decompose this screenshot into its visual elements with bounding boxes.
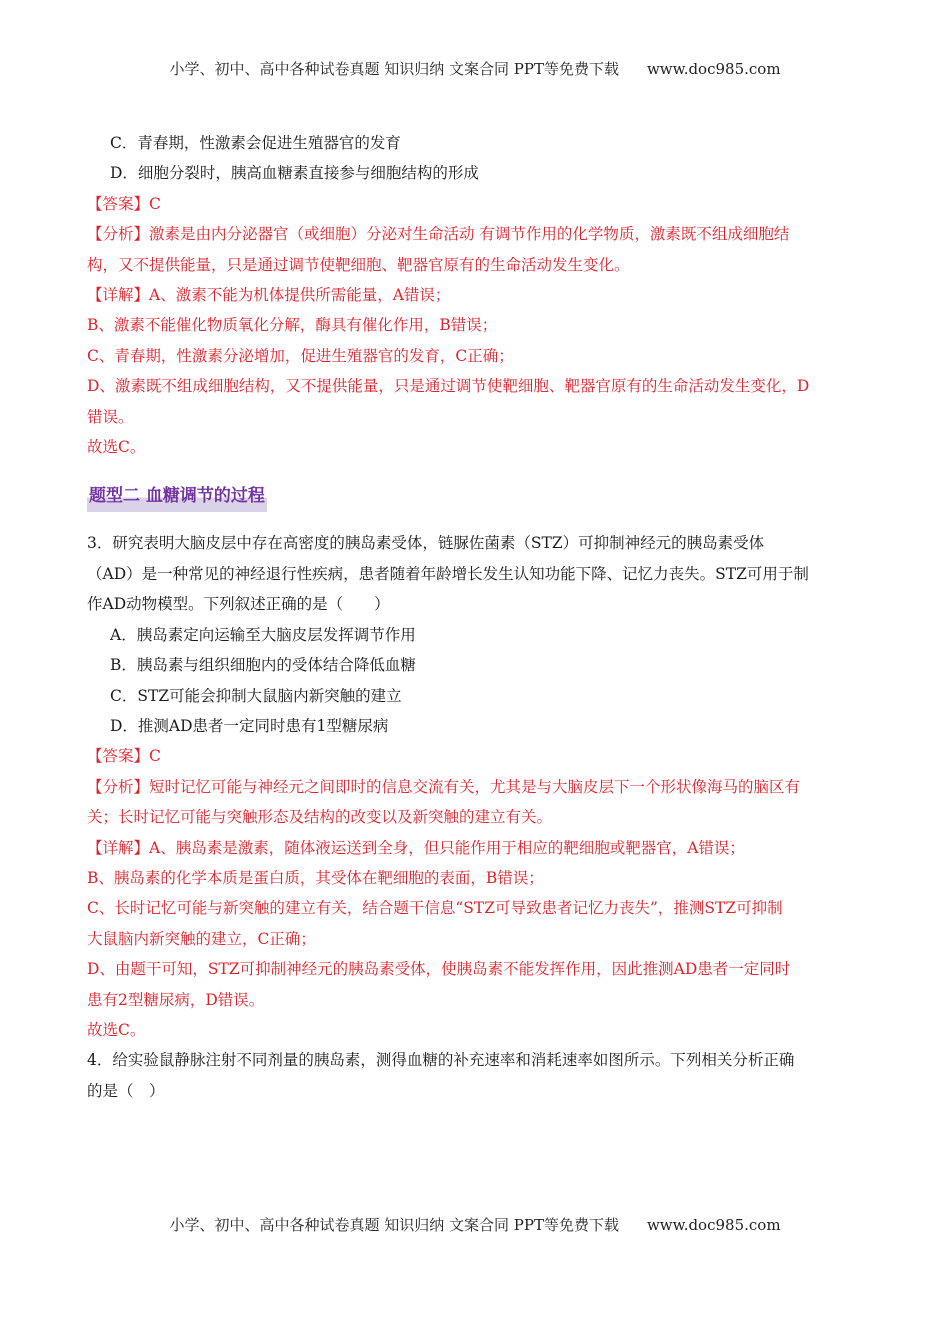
q2-analysis-line1: 【分析】激素是由内分泌器官（或细胞）分泌对生命活动 有调节作用的化学物质，激素既不组成细胞结 — [87, 225, 790, 244]
q3-stem-line2: （AD）是一种常见的神经退行性疾病，患者随着年龄增长发生认知功能下降、记忆力丧失。STZ可用于制 — [87, 564, 809, 583]
header-site[interactable]: www.doc985.com — [646, 60, 781, 78]
q2-detail-c: C、青春期，性激素分泌增加，促进生殖器官的发育，C正确； — [87, 346, 514, 365]
header-text: 小学、初中、高中各种试卷真题 知识归纳 文案合同 PPT等免费下载 — [169, 60, 619, 78]
footer-text: 小学、初中、高中各种试卷真题 知识归纳 文案合同 PPT等免费下载 — [169, 1216, 619, 1234]
q3-detail-c-line1: C、长时记忆可能与新突触的建立有关，结合题干信息“STZ可导致患者记忆力丧失”，推测STZ可抑制 — [87, 899, 783, 918]
q3-detail-a: 【详解】A、胰岛素是激素，随体液运送到全身，但只能作用于相应的靶细胞或靶器官，A错误； — [87, 838, 745, 857]
q3-detail-d-line1: D、由题干可知，STZ可抑制神经元的胰岛素受体，使胰岛素不能发挥作用，因此推测AD患者一定同时 — [87, 960, 791, 979]
q3-conclusion: 故选C。 — [87, 1020, 146, 1039]
q3-detail-b: B、胰岛素的化学本质是蛋白质，其受体在靶细胞的表面，B错误； — [87, 868, 544, 887]
page-header — [0, 58, 950, 79]
q3-analysis-line1: 【分析】短时记忆可能与神经元之间即时的信息交流有关，尤其是与大脑皮层下一个形状像海马的脑区有 — [87, 777, 801, 796]
q2-detail-d-line2: 错误。 — [87, 407, 134, 426]
q3-option-b: B．胰岛素与组织细胞内的受体结合降低血糖 — [110, 656, 416, 675]
footer-site[interactable]: www.doc985.com — [646, 1216, 781, 1234]
q3-stem-line1: 3．研究表明大脑皮层中存在高密度的胰岛素受体，链脲佐菌素（STZ）可抑制神经元的胰岛素受体 — [87, 534, 765, 553]
q2-detail-a: 【详解】A、激素不能为机体提供所需能量，A错误； — [87, 286, 451, 305]
section-title: 题型二 血糖调节的过程 — [87, 480, 267, 512]
q2-option-c: C．青春期，性激素会促进生殖器官的发育 — [110, 134, 401, 152]
q3-option-d: D．推测AD患者一定同时患有1型糖尿病 — [110, 716, 389, 735]
q2-conclusion: 故选C。 — [87, 438, 146, 457]
q3-option-a: A．胰岛素定向运输至大脑皮层发挥调节作用 — [110, 625, 416, 644]
q3-stem-line3: 作AD动物模型。下列叙述正确的是（ ） — [87, 595, 390, 614]
q3-detail-c-line2: 大鼠脑内新突触的建立，C正确； — [87, 929, 316, 948]
q4-stem-line2: 的是（ ） — [87, 1081, 165, 1100]
q3-detail-d-line2: 患有2型糖尿病，D错误。 — [87, 990, 265, 1009]
page-footer — [0, 1214, 950, 1235]
q2-option-d: D．细胞分裂时，胰高血糖素直接参与细胞结构的形成 — [110, 164, 479, 183]
q3-option-c: C．STZ可能会抑制大鼠脑内新突触的建立 — [110, 686, 402, 705]
q3-analysis-line2: 关；长时记忆可能与突触形态及结构的改变以及新突触的建立有关。 — [87, 808, 553, 827]
q3-answer: 【答案】C — [87, 747, 161, 766]
q2-detail-d-line1: D、激素既不组成细胞结构，又不提供能量，只是通过调节使靶细胞、靶器官原有的生命活动发生变化，D — [87, 377, 810, 396]
q2-detail-b: B、激素不能催化物质氧化分解，酶具有催化作用，B错误； — [87, 316, 498, 335]
q2-analysis-line2: 构，又不提供能量，只是通过调节使靶细胞、靶器官原有的生命活动发生变化。 — [87, 255, 630, 274]
document-body — [87, 128, 867, 1106]
q4-stem-line1: 4．给实验鼠静脉注射不同剂量的胰岛素，测得血糖的补充速率和消耗速率如图所示。下列相关分析正确 — [87, 1051, 795, 1070]
q2-answer: 【答案】C — [87, 194, 161, 213]
